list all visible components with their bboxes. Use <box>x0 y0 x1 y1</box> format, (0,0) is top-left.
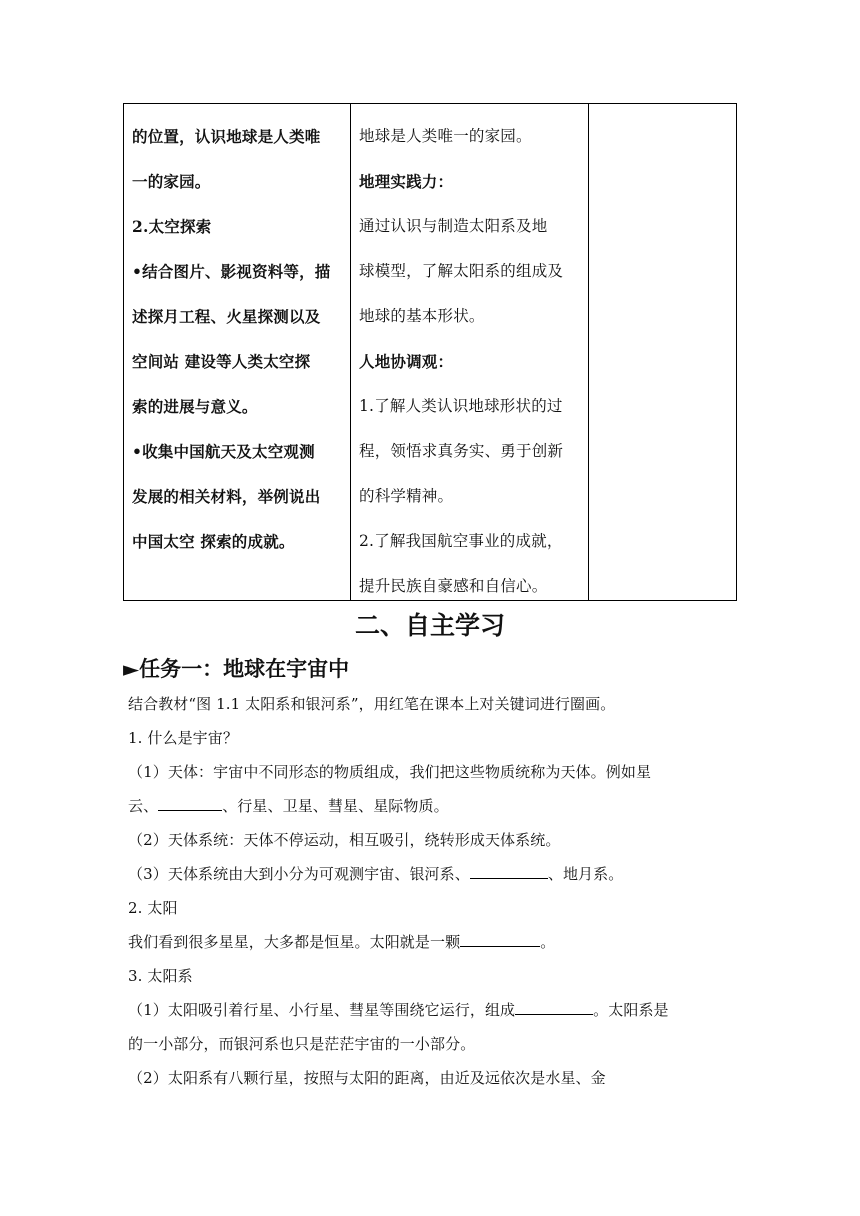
table-line: 空间站 建设等人类太空探 <box>132 352 311 371</box>
question-heading: 2. 太阳 <box>128 899 178 917</box>
task-title: ►任务一：地球在宇宙中 <box>123 657 350 681</box>
table-line: 发展的相关材料，举例说出 <box>132 487 321 506</box>
question-heading: 1. 什么是宇宙？ <box>128 729 238 747</box>
table-line: 的科学精神。 <box>359 487 454 505</box>
table-line: 述探月工程、火星探测以及 <box>132 307 321 326</box>
table-line: •收集中国航天及太空观测 <box>132 442 315 461</box>
text-fragment: 我们看到很多星星，大多都是恒星。太阳就是一颗 <box>128 933 461 951</box>
text-fragment: 云、 <box>128 797 159 815</box>
table-line: 程，领悟求真务实、勇于创新 <box>359 442 564 460</box>
answer-blank[interactable] <box>460 930 540 947</box>
text-line: （2）天体系统：天体不停运动，相互吸引，绕转形成天体系统。 <box>128 831 561 849</box>
table-column-literacy <box>351 104 589 600</box>
fill-blank-line <box>128 789 740 823</box>
text-fragment: 。 <box>540 933 556 951</box>
table-line: 人地协调观： <box>359 352 454 371</box>
intro-line: 结合教材“图 1.1 太阳系和银河系”，用红笔在课本上对关键词进行圈画。 <box>128 695 616 713</box>
fill-blank-line <box>128 925 740 959</box>
text-line: 的一小部分，而银河系也只是茫茫宇宙的一小部分。 <box>128 1035 476 1053</box>
table-line: 球模型，了解太阳系的组成及 <box>359 262 564 280</box>
text-fragment: （1）太阳吸引着行星、小行星、彗星等围绕它运行，组成 <box>128 1001 516 1019</box>
table-line: 提升民族自豪感和自信心。 <box>359 577 548 595</box>
fill-blank-line <box>128 993 740 1027</box>
table-line: 通过认识与制造太阳系及地 <box>359 217 548 235</box>
table-line: 索的进展与意义。 <box>132 397 258 416</box>
table-line: 中国太空 探索的成就。 <box>132 532 295 551</box>
table-line: 地球的基本形状。 <box>359 307 485 325</box>
table-line: 一的家园。 <box>132 172 211 191</box>
answer-blank[interactable] <box>470 862 548 879</box>
table-line: 地球是人类唯一的家园。 <box>359 127 532 145</box>
objectives-table <box>123 103 737 601</box>
answer-blank[interactable] <box>158 794 222 811</box>
study-text <box>128 687 740 1095</box>
answer-blank[interactable] <box>515 998 593 1015</box>
table-line: 2.太空探索 <box>132 217 212 236</box>
table-column-content <box>124 104 351 600</box>
table-line: 的位置，认识地球是人类唯 <box>132 127 321 146</box>
question-heading: 3. 太阳系 <box>128 967 193 985</box>
text-fragment: 、地月系。 <box>547 865 624 883</box>
text-line: （1）天体：宇宙中不同形态的物质组成，我们把这些物质统称为天体。例如星 <box>128 763 652 781</box>
table-line: 1.了解人类认识地球形状的过 <box>359 397 563 415</box>
text-fragment: （3）天体系统由大到小分为可观测宇宙、银河系、 <box>128 865 470 883</box>
text-line: （2）太阳系有八颗行星，按照与太阳的距离，由近及远依次是水星、金 <box>128 1069 606 1087</box>
section-title: 二、自主学习 <box>354 611 505 640</box>
table-line: 地理实践力： <box>359 172 454 191</box>
fill-blank-line <box>128 857 740 891</box>
text-fragment: 。太阳系是 <box>593 1001 669 1019</box>
table-line: 2.了解我国航空事业的成就， <box>359 532 563 550</box>
text-fragment: 、行星、卫星、彗星、星际物质。 <box>222 797 449 815</box>
table-column-empty <box>589 104 736 600</box>
table-line: •结合图片、影视资料等，描 <box>132 262 331 281</box>
